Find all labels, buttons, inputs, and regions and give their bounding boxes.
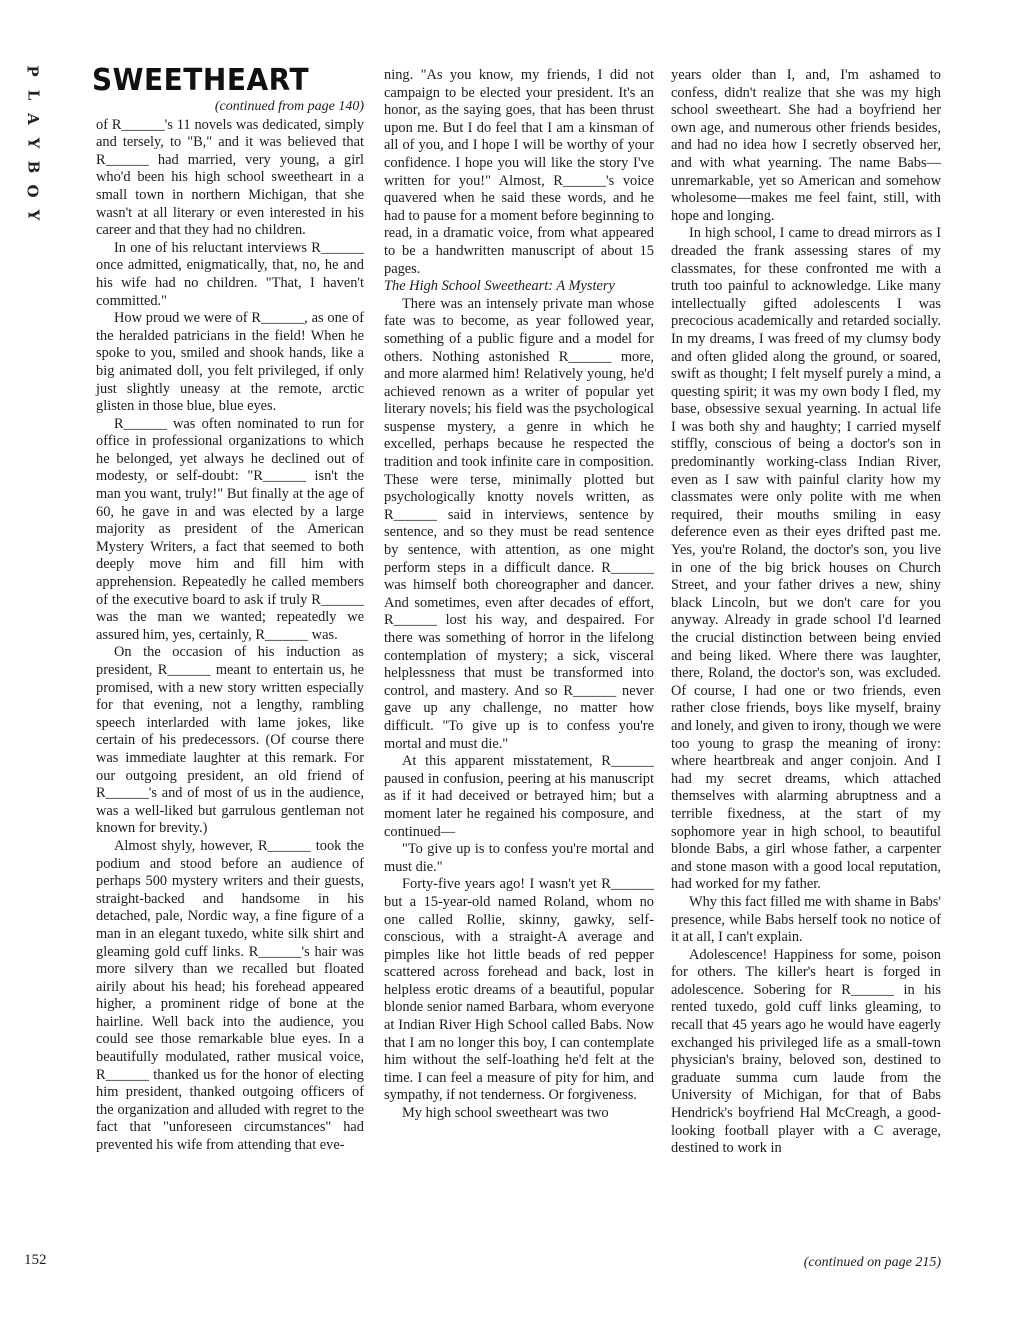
paragraph: "To give up is to confess you're mortal and must die." xyxy=(384,841,654,875)
magazine-letter: Y xyxy=(24,209,42,221)
paragraph: Adolescence! Happiness for some, poison for others. The killer's heart is forged in adolescence. Sobering for R______ in his rented tuxedo, gold cuff links gleaming, to recall that 45 years ago he would have eagerly exchanged his privileged life as a small-town physician's brainy, beloved son, destined to graduate summa cum laude from the University of Michigan, for that of Babs Hendrick's boyfriend Hal McCreagh, a good-looking football player with a C average, destined to work in xyxy=(671,946,941,1157)
continued-from: (continued from page 140) xyxy=(214,99,364,114)
paragraph: Why this fact filled me with shame in Babs' presence, while Babs herself took no notice of it at all, I can't explain. xyxy=(671,893,941,946)
magazine-letter: O xyxy=(23,184,42,198)
article-title: SWEETHEART xyxy=(92,62,310,98)
paragraph: In high school, I came to dread mirrors as I dreaded the frank assessing stares of my classmates, for these confronted me with a truth too painful to acknowledge. Like many intellectually gifted adolescents I was precocious academically and retarded socially. In my dreams, I was freed of my clumsy body and often glided along the ground, or soared, swift as thought; I felt myself purely a mind, a questing spirit; it was my own body I fled, my base, obsessive sexual yearning. In actual life I was both shy and haughty; I carried myself stiffly, conscious of being a doctor's son in predominantly working-class Indian River, even as I saw with painful clarity how my classmates were only polite with me when required, their mouths smiling in easy deference even as their eyes drifted past me. Yes, you're Roland, the doctor's son, you live in one of the big brick houses on Church Street, and your father drives a new, shiny black Lincoln, but we don't care for you anyway. Already in grade school I'd learned the crucial distinction between being envied and being liked. Where there was laughter, there, Roland, the doctor's son, was excluded. Of course, I had one or two friends, even rather close friends, boys like myself, brainy and lonely, and given to irony, though we were too young to grasp the meaning of irony: where heartbreak and anger conjoin. And I had my secret dreams, which attached themselves with alarming abruptness and a terrible fixedness, at the start of my sophomore year in high school, to beautiful blonde Babs, a girl whose father, a carpenter and stone mason with a good local reputation, had worked for my father. xyxy=(671,225,941,893)
paragraph: At this apparent misstatement, R______ paused in confusion, peering at his manuscript as if it had deceived or betrayed him; but a moment later he regained his composure, and continued— xyxy=(384,753,654,840)
text-column-2 xyxy=(384,67,654,1123)
magazine-name-vertical xyxy=(22,62,44,224)
magazine-letter: L xyxy=(23,89,42,101)
paragraph: Almost shyly, however, R______ took the podium and stood before an audience of perhaps 500 mystery writers and their guests, straight-backed and handsome in his detached, pale, Nordic way, a fine figure of a man in an elegant tuxedo, white silk shirt and gleaming gold cuff links. R______'s hair was more silvery than we recalled but floated airily about his head; his forehead appeared higher, a prominent ridge of bone at the hairline. Well back into the audience, you could see those remarkable blue eyes. In a beautifully modulated, rather musical voice, R______ thanked us for the honor of electing him president, thanked outgoing officers of the organization and alluded with regret to the fact that "unforeseen circumstances" had prevented his wife from attending that eve- xyxy=(96,837,364,1154)
page-number: 152 xyxy=(24,1252,47,1268)
paragraph: There was an intensely private man whose fate was to become, as year followed year, something of a public figure and a model for others. Nothing astonished R______ more, and more alarmed him! Relatively young, he'd achieved renown as a writer of popular yet literary novels; his field was the psychological suspense mystery, a genre in which he excelled, perhaps because he respected the tradition and took infinite care in composition. These were terse, minimally plotted but psychologically knotty novels written, as R______ said in interviews, sentence by sentence, and so they must be read sentence by sentence, with attention, as one might perform steps in a difficult dance. R______ was himself both choreographer and dancer. And sometimes, even after decades of effort, R______ lost his way, and despaired. For there was something of horror in the lifelong contemplation of mystery; a sick, visceral helplessness that must be transformed into control, and mastery. And so R______ never gave up any challenge, no matter how difficult. "To give up is to confess you're mortal and must die." xyxy=(384,295,654,752)
magazine-letter: Y xyxy=(24,137,42,149)
paragraph: ning. "As you know, my friends, I did not campaign to be elected your president. It's an honor, as the saying goes, that has been thrust upon me. But I do feel that I am a kinsman of all of you, and I hope I will be worthy of your confidence. I hope you will like the story I've written for you!" Almost, R______'s voice quavered when he said these words, and he had to pause for a moment before beginning to read, in a dramatic voice, from what appeared to be a handwritten manuscript of about 15 pages. xyxy=(384,67,654,277)
paragraph: of R______'s 11 novels was dedicated, simply and tersely, to "B," and it was believed that R______ had married, very young, a girl who'd been his high school sweetheart in a small town in northern Michigan, that she wasn't at all literary or even interested in his career and that they had no children. xyxy=(96,116,364,239)
continued-to: (continued on page 215) xyxy=(803,1255,941,1270)
paragraph: How proud we were of R______, as one of the heralded patricians in the field! When he spoke to you, smiled and shook hands, like a big animated doll, you felt privileged, if only just slightly uneasy at the remote, arctic glisten in those blue, blue eyes. xyxy=(96,310,364,415)
paragraph: My high school sweetheart was two xyxy=(402,1105,609,1122)
magazine-letter: B xyxy=(24,160,42,174)
text-column-1 xyxy=(96,98,364,1155)
story-subhead: The High School Sweetheart: A Mystery xyxy=(384,278,615,295)
magazine-letter: P xyxy=(24,65,42,77)
paragraph: R______ was often nominated to run for office in professional organizations to which he belonged, yet always he declined out of modesty, or self-doubt: "R______ isn't the man you want, truly!" But finally at the age of 60, he gave in and was elected by a large majority as president of the American Mystery Writers, a fact that seemed to both deeply move him and fill him with apprehension. Repeatedly he called members of the executive board to ask if truly R______ was the man we wanted; repeatedly we assured him, yes, certainly, R______ was. xyxy=(96,415,364,643)
paragraph: On the occasion of his induction as president, R______ meant to entertain us, he promised, with a new story written especially for that evening, not a lengthy, rambling speech interlarded with lame jokes, like certain of his predecessors. (Of course there was immediate laughter at this remark. For our outgoing president, an old friend of R______'s and of most of us in the audience, was a well-liked but garrulous gentleman not known for brevity.) xyxy=(96,644,364,837)
paragraph: years older than I, and, I'm ashamed to confess, didn't realize that she was my high school sweetheart. She had a boyfriend her own age, and numerous other friends besides, and had no idea how I secretly observed her, and with what yearning. The name Babs—unremarkable, yet so American and somehow wholesome—makes me feel faint, still, with hope and longing. xyxy=(671,67,941,224)
paragraph: Forty-five years ago! I wasn't yet R______ but a 15-year-old named Roland, whom no one called Rollie, skinny, gawky, self-conscious, with a straight-A average and pimples like hot little beads of red pepper scattered across forehead and back, lost in helpless erotic dreams of a beautiful, popular blonde senior named Barbara, whom everyone at Indian River High School called Babs. Now that I am no longer this boy, I can contemplate him without the self-loathing he'd felt at the time. I can feel a measure of pity for him, and sympathy, if not tenderness. Or forgiveness. xyxy=(384,876,654,1104)
magazine-letter: A xyxy=(23,113,42,125)
text-column-3 xyxy=(671,67,941,1158)
paragraph: In one of his reluctant interviews R______ once admitted, enigmatically, that, no, he and his wife had no children. "That, I haven't committed." xyxy=(96,239,364,309)
